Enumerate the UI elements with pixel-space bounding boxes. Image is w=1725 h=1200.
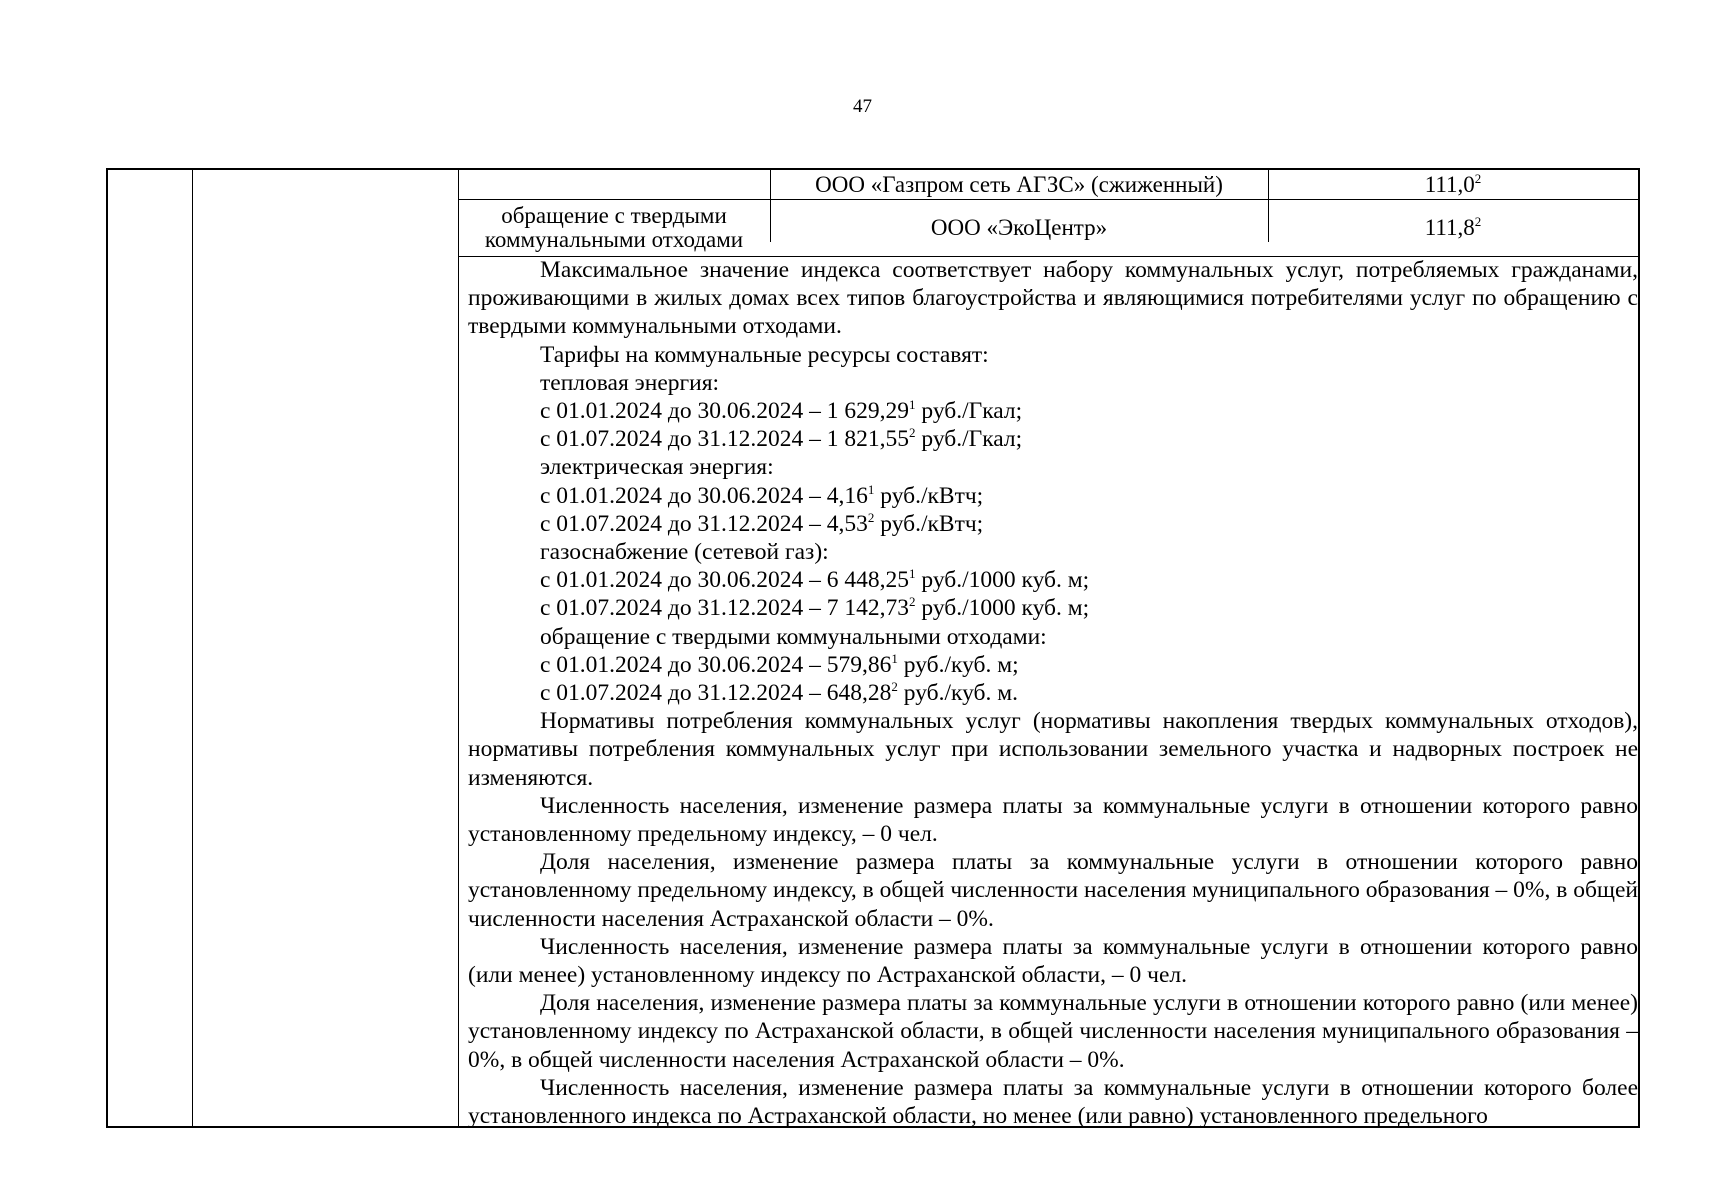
table-cell-index: [1268, 170, 1638, 199]
paragraph: Доля населения, изменение размера платы за коммунальные услуги в отношении которого равно установленному предельному индексу, в общей численности населения муниципального образования – 0%, в общей численности населения Астраханской области – 0%.: [468, 849, 1639, 932]
tariff-heading: обращение с твердыми коммунальными отходами:: [540, 623, 1047, 650]
table-cell-service: [458, 199, 770, 256]
tariff-line: с 01.07.2024 до 31.12.2024 – 648,28$^2$ руб./куб. м.: [540, 679, 1018, 707]
supplier-name: ООО «ЭкоЦентр»: [930, 214, 1108, 240]
table-cell-supplier: [770, 170, 1268, 199]
tariff-line: с 01.07.2024 до 31.12.2024 – 7 142,73$^2$ руб./1000 куб. м;: [540, 594, 1090, 622]
table-cell-supplier: [770, 199, 1268, 256]
tariff-table: [106, 168, 1640, 1128]
tariff-line: с 01.01.2024 до 30.06.2024 – 579,86$^1$ руб./куб. м;: [540, 650, 1019, 678]
index-value: 111,0$^2$: [1424, 170, 1482, 197]
explanatory-text: [468, 256, 1638, 1130]
paragraph: Численность населения, изменение размера платы за коммунальные услуги в отношении которого равно (или менее) установленному индексу по Астраханской области, – 0 чел.: [468, 933, 1638, 989]
tariff-heading: газоснабжение (сетевой газ):: [540, 539, 829, 566]
tariff-heading: тепловая энергия:: [540, 369, 720, 396]
column-divider: [192, 170, 193, 1126]
tariff-line: с 01.01.2024 до 30.06.2024 – 4,16$^1$ руб./кВтч;: [540, 481, 984, 509]
column-divider: [458, 170, 459, 1126]
paragraph: Доля населения, изменение размера платы за коммунальные услуги в отношении которого равно (или менее) установленному индексу по Астраханской области, в общей численности населения муниципального образования – 0%, в общей численности населения Астраханской области – 0%.: [468, 990, 1638, 1073]
paragraph: Нормативы потребления коммунальных услуг (нормативы накопления твердых коммунальных отходов), нормативы потребления коммунальных услуг при использовании земельного участка и надворных построек не изменяются.: [468, 708, 1638, 791]
paragraph: Тарифы на коммунальные ресурсы составят:: [540, 341, 989, 368]
supplier-name: ООО «Газпром сеть АГЗС» (сжиженный): [815, 171, 1223, 197]
table-cell-index: [1268, 199, 1638, 256]
tariff-line: с 01.07.2024 до 31.12.2024 – 1 821,55$^2$ руб./Гкал;: [540, 425, 1023, 453]
tariff-line: с 01.01.2024 до 30.06.2024 – 6 448,25$^1$ руб./1000 куб. м;: [540, 566, 1090, 594]
service-name: обращение с твердыми коммунальными отходами: [484, 202, 744, 252]
paragraph: Численность населения, изменение размера платы за коммунальные услуги в отношении которого равно установленному предельному индексу, – 0 чел.: [468, 792, 1638, 848]
tariff-line: с 01.07.2024 до 31.12.2024 – 4,53$^2$ руб./кВтч;: [540, 509, 984, 537]
index-value: 111,8$^2$: [1424, 213, 1482, 240]
tariff-line: с 01.01.2024 до 30.06.2024 – 1 629,29$^1$ руб./Гкал;: [540, 397, 1023, 425]
page-number: 47: [853, 96, 872, 117]
paragraph: Максимальное значение индекса соответствует набору коммунальных услуг, потребляемых гражданами, проживающими в жилых домах всех типов благоустройства и являющимися потребителями услуг по обращению с твердыми коммунальными отходами.: [468, 257, 1638, 340]
tariff-heading: электрическая энергия:: [540, 454, 774, 481]
paragraph: Численность населения, изменение размера платы за коммунальные услуги в отношении которого более установленного индекса по Астраханской области, но менее (или равно) установленного предельного: [468, 1074, 1638, 1130]
